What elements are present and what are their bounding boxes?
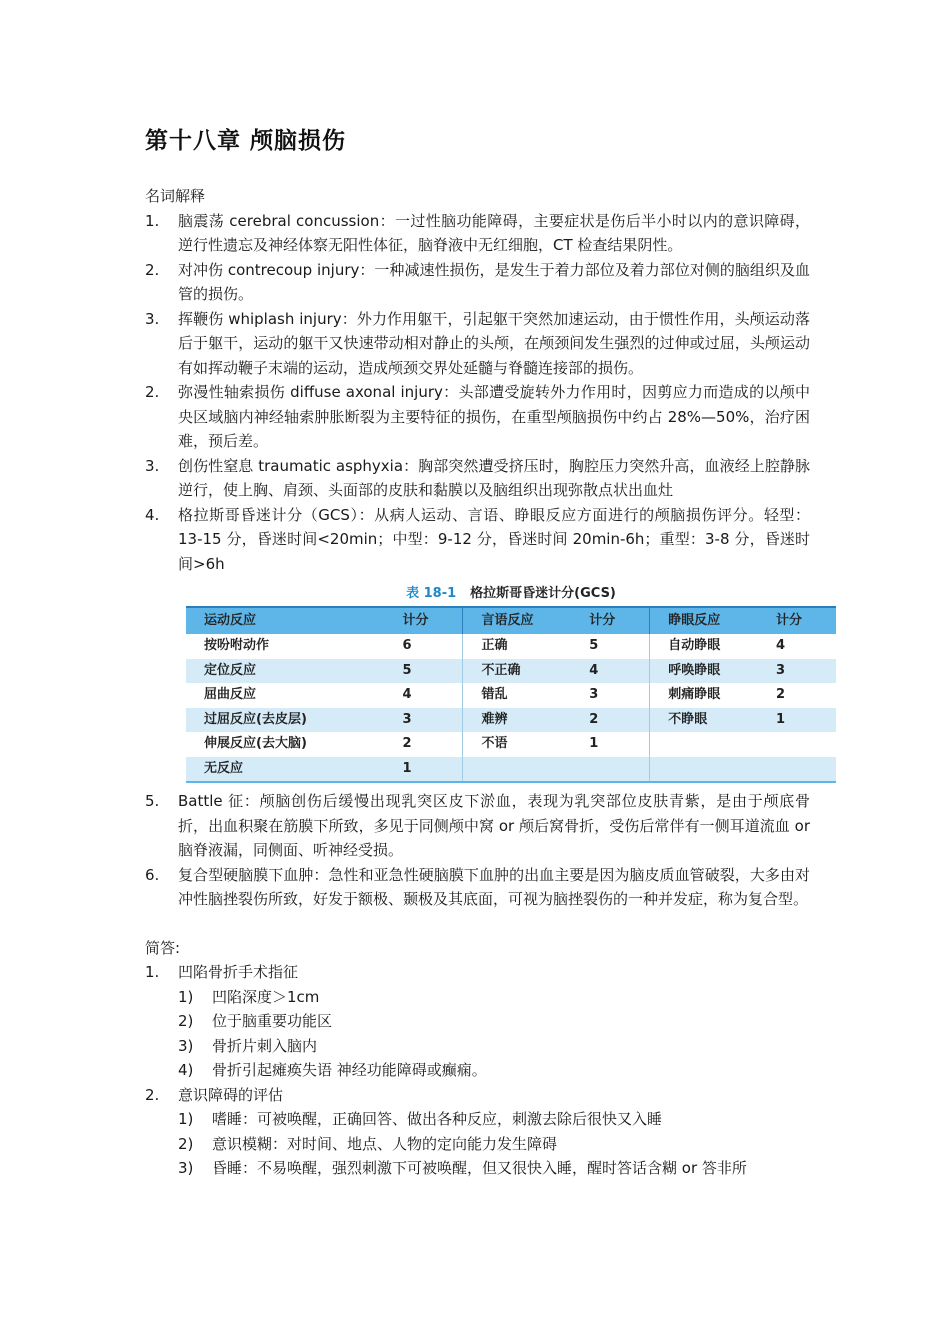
section-spacer [145, 912, 810, 936]
item-text: 脑震荡 cerebral concussion：一过性脑功能障碍，主要症状是伤后半小时以内的意识障碍，逆行性遗忘及神经体察无阳性体征，脑脊液中无红细胞，CT 检查结果阴性。 [178, 211, 810, 254]
chapter-title: 第十八章 颅脑损伤 [145, 128, 347, 154]
header-verbal: 言语反应 [463, 607, 589, 634]
table-cell: 自动睁眼 [650, 634, 776, 659]
header-eye: 睁眼反应 [650, 607, 776, 634]
table-cell: 不睁眼 [650, 708, 776, 733]
definition-item [145, 789, 810, 863]
table-cell: 难辨 [463, 708, 589, 733]
item-number: 4. [145, 505, 160, 524]
table-cell [650, 757, 776, 783]
sub-item-text: 骨折引起瘫痪失语 神经功能障碍或癫痫。 [212, 1061, 487, 1079]
table-cell: 6 [402, 634, 463, 659]
sub-item [145, 1156, 810, 1181]
gcs-table [186, 606, 836, 783]
sub-item-text: 凹陷深度＞1cm [212, 987, 320, 1006]
item-number: 1. [145, 211, 160, 230]
table-row [186, 732, 836, 757]
table-cell: 按吩咐动作 [186, 634, 402, 659]
definition-item [145, 503, 810, 577]
sub-item-text: 昏睡：不易唤醒，强烈刺激下可被唤醒，但又很快入睡，醒时答话含糊 or 答非所 [212, 1159, 747, 1177]
item-text: 弥漫性轴索损伤 diffuse axonal injury：头部遭受旋转外力作用时，因剪应力而造成的以颅中央区域脑内神经轴索肿胀断裂为主要特征的损伤，在重型颅脑损伤中约占 28%—50%，治疗困难，预后差。 [178, 383, 810, 450]
gcs-table-figure [186, 582, 836, 783]
sub-item [145, 1107, 810, 1132]
table-cell: 不正确 [463, 659, 589, 684]
item-number: 3. [145, 309, 160, 328]
table-cell: 1 [402, 757, 463, 783]
table-cell [776, 757, 836, 783]
definition-item [145, 380, 810, 454]
sub-item-number: 2) [178, 1012, 194, 1030]
sub-item-text: 意识模糊：对时间、地点、人物的定向能力发生障碍 [212, 1134, 558, 1153]
item-number: 6. [145, 865, 160, 884]
table-cell: 不语 [463, 732, 589, 757]
header-score: 计分 [402, 607, 463, 634]
table-cell: 过屈反应(去皮层) [186, 708, 402, 733]
sub-item-number: 3) [178, 1036, 194, 1055]
table-row [186, 634, 836, 659]
table-cell: 正确 [463, 634, 589, 659]
table-cell: 4 [776, 634, 836, 659]
document-body [145, 184, 810, 1181]
item-text: 格拉斯哥昏迷计分（GCS）：从病人运动、言语、睁眼反应方面进行的颅脑损伤评分。轻型：13-15 分，昏迷时间<20min；中型：9-12 分，昏迷时间 20min-6h；重型：3-8 分，昏迷时间>6h [178, 505, 810, 573]
table-cell: 呼唤睁眼 [650, 659, 776, 684]
table-cell [589, 757, 650, 783]
definition-item [145, 307, 810, 381]
item-number: 2. [145, 383, 160, 401]
item-text: 对冲伤 contrecoup injury：一种减速性损伤，是发生于着力部位及着力部位对侧的脑组织及血管的损伤。 [178, 260, 810, 303]
definition-item [145, 209, 810, 258]
definition-item [145, 258, 810, 307]
table-cell: 1 [589, 732, 650, 757]
table-cell: 2 [402, 732, 463, 757]
definition-item [145, 863, 810, 912]
table-row [186, 683, 836, 708]
table-row [186, 708, 836, 733]
header-score: 计分 [589, 607, 650, 634]
table-cell: 4 [589, 659, 650, 684]
item-number: 2. [145, 260, 160, 279]
table-cell [463, 757, 589, 783]
sub-item [145, 985, 810, 1010]
table-cell: 1 [776, 708, 836, 733]
item-text: Battle 征：颅脑创伤后缓慢出现乳突区皮下淤血，表现为乳突部位皮肤青紫，是由于颅底骨折，出血积聚在筋膜下所致，多见于同侧颅中窝 or 颅后窝骨折，受伤后常伴有一侧耳道流血 or 脑脊液漏，同侧面、听神经受损。 [178, 792, 810, 859]
item-number: 2. [145, 1085, 160, 1104]
table-cell: 无反应 [186, 757, 402, 783]
table-cell: 屈曲反应 [186, 683, 402, 708]
table-cell: 5 [402, 659, 463, 684]
sub-item-text: 骨折片刺入脑内 [212, 1036, 318, 1055]
question-item [145, 960, 810, 985]
table-cell: 2 [589, 708, 650, 733]
table-cell [776, 732, 836, 757]
table-cell: 伸展反应(去大脑) [186, 732, 402, 757]
sub-item-number: 2) [178, 1134, 194, 1153]
item-text: 凹陷骨折手术指征 [178, 963, 299, 981]
table-cell: 错乱 [463, 683, 589, 708]
table-cell: 2 [776, 683, 836, 708]
table-cell: 刺痛睁眼 [650, 683, 776, 708]
sub-item-number: 4) [178, 1061, 194, 1079]
sub-item [145, 1132, 810, 1157]
table-cell [650, 732, 776, 757]
header-score: 计分 [776, 607, 836, 634]
sub-item-text: 位于脑重要功能区 [212, 1012, 333, 1030]
table-cell: 3 [402, 708, 463, 733]
sub-item-number: 3) [178, 1159, 194, 1177]
definition-item [145, 454, 810, 503]
table-caption [186, 582, 836, 606]
table-cell: 5 [589, 634, 650, 659]
sub-item-number: 1) [178, 987, 194, 1006]
table-header-row [186, 607, 836, 634]
table-caption-label: 表 18-1 [406, 586, 457, 601]
item-text: 创伤性窒息 traumatic asphyxia：胸部突然遭受挤压时，胸腔压力突然升高，血液经上腔静脉逆行，使上胸、肩颈、头面部的皮肤和黏膜以及脑组织出现弥散点状出血灶 [178, 456, 810, 499]
question-item [145, 1083, 810, 1108]
item-number: 1. [145, 963, 160, 981]
header-motor: 运动反应 [186, 607, 402, 634]
sub-item-text: 嗜睡：可被唤醒，正确回答、做出各种反应，刺激去除后很快又入睡 [212, 1110, 663, 1128]
table-cell: 3 [776, 659, 836, 684]
item-text: 复合型硬脑膜下血肿：急性和亚急性硬脑膜下血肿的出血主要是因为脑皮质血管破裂，大多由对冲性脑挫裂伤所致，好发于额极、颞极及其底面，可视为脑挫裂伤的一种并发症，称为复合型。 [178, 865, 810, 908]
table-cell: 定位反应 [186, 659, 402, 684]
sub-item [145, 1034, 810, 1059]
sub-item [145, 1009, 810, 1034]
item-number: 5. [145, 792, 160, 810]
table-caption-title: 格拉斯哥昏迷计分(GCS) [470, 586, 616, 601]
item-text: 意识障碍的评估 [178, 1085, 284, 1104]
item-text: 挥鞭伤 whiplash injury：外力作用躯干，引起躯干突然加速运动，由于惯性作用，头颅运动落后于躯干，运动的躯干又快速带动相对静止的头颅，在颅颈间发生强烈的过伸或过屈，头颅运动有如挥动鞭子末端的运动，造成颅颈交界处延髓与脊髓连接部的损伤。 [178, 309, 810, 377]
item-number: 3. [145, 456, 160, 475]
sub-item-number: 1) [178, 1110, 194, 1128]
table-cell: 4 [402, 683, 463, 708]
sub-item [145, 1058, 810, 1083]
short-answer-label: 简答: [145, 938, 181, 957]
table-row [186, 757, 836, 783]
table-cell: 3 [589, 683, 650, 708]
definitions-label: 名词解释 [145, 187, 206, 205]
table-row [186, 659, 836, 684]
